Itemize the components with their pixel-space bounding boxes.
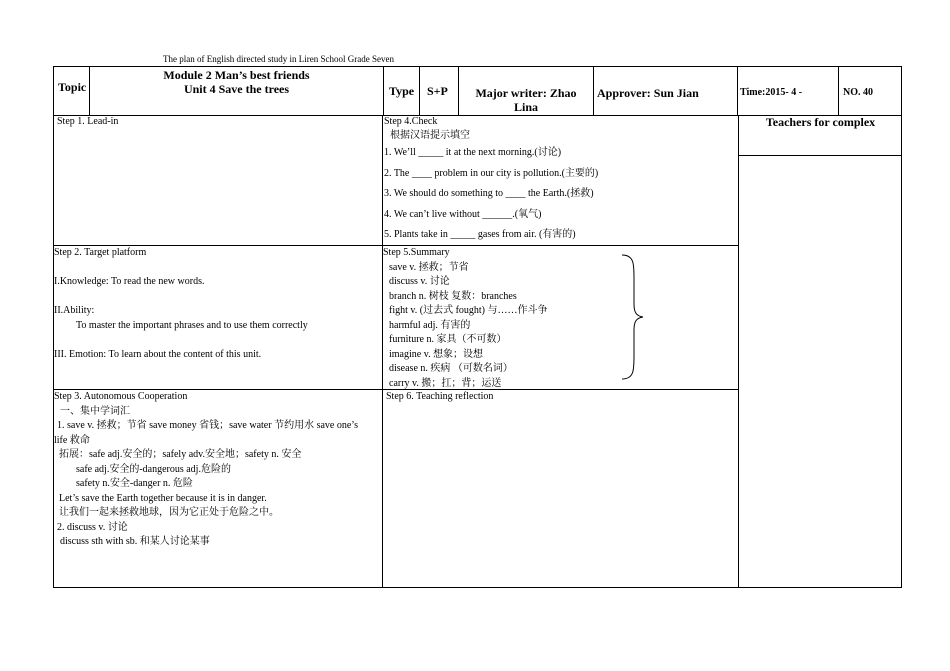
check-item: 3. We should do something to ____ the Earth.(拯救) bbox=[384, 188, 594, 199]
check-item: 1. We’ll _____ it at the next morning.(讨论) bbox=[384, 147, 562, 158]
vocab-line: safe adj.安全的-dangerous adj.危险的 bbox=[76, 463, 231, 475]
teachers-title-divider bbox=[739, 155, 902, 156]
summary-item: branch n. 树枝 复数：branches bbox=[389, 290, 517, 302]
document-caption: The plan of English directed study in Liren School Grade Seven bbox=[163, 54, 394, 64]
knowledge-objective: I.Knowledge: To read the new words. bbox=[54, 276, 205, 287]
step4-title: Step 4.Check bbox=[384, 116, 438, 127]
topic-title bbox=[90, 68, 383, 96]
module-title: Module 2 Man’s best friends bbox=[163, 68, 310, 82]
step4-section bbox=[384, 115, 598, 246]
check-item: 2. The ____ problem in our city is pollution.(主要的) bbox=[384, 167, 599, 179]
ability-label: II.Ability: bbox=[54, 305, 95, 316]
vocab-line: discuss sth with sb. 和某人讨论某事 bbox=[60, 536, 210, 547]
step2-title: Step 2. Target platform bbox=[54, 247, 147, 258]
summary-item: harmful adj. 有害的 bbox=[389, 319, 471, 331]
header-col-divider bbox=[419, 66, 420, 115]
emotion-objective: III. Emotion: To learn about the content of this unit. bbox=[54, 348, 262, 360]
vocabulary-heading: 一、集中学词汇 bbox=[60, 405, 130, 417]
step1-title: Step 1. Lead-in bbox=[57, 116, 119, 127]
header-col-divider bbox=[383, 66, 384, 115]
approver: Approver: Sun Jian bbox=[597, 86, 699, 100]
summary-item: fight v. (过去式 fought) 与……作斗争 bbox=[389, 305, 548, 316]
vocab-line: Let’s save the Earth together because it is in danger. bbox=[59, 492, 267, 504]
vocab-line: 2. discuss v. 讨论 bbox=[57, 521, 128, 533]
vocab-line: 拓展：safe adj.安全的；safely adv.安全地；safety n. 安全 bbox=[59, 449, 302, 460]
step3-title: Step 3. Autonomous Cooperation bbox=[54, 391, 188, 402]
check-item: 5. Plants take in _____ gases from air. (有害的) bbox=[384, 229, 576, 240]
step2-section bbox=[54, 246, 308, 362]
check-item: 4. We can’t live without ______.(氧气) bbox=[384, 208, 542, 220]
step4-instruction: 根据汉语提示填空 bbox=[390, 130, 470, 141]
vocab-line: 让我们一起来拯救地球，因为它正处于危险之中。 bbox=[59, 507, 279, 518]
major-writer-line2: Lina bbox=[513, 100, 538, 114]
major-writer-line1: Major writer: Zhao bbox=[475, 86, 577, 100]
step5-section bbox=[383, 246, 548, 391]
vocab-line: life 救命 bbox=[54, 434, 90, 446]
step3-section bbox=[54, 390, 358, 550]
summary-item: discuss v. 讨论 bbox=[389, 276, 450, 287]
step6-title: Step 6. Teaching reflection bbox=[386, 391, 494, 402]
topic-label: Topic bbox=[58, 80, 87, 94]
summary-brace bbox=[618, 252, 648, 382]
teachers-title: Teachers for complex bbox=[765, 115, 876, 129]
summary-item: disease n. 疾病 （可数名词） bbox=[389, 363, 513, 374]
summary-item: furniture n. 家具（不可数） bbox=[389, 334, 507, 345]
summary-item: save v. 拯救；节省 bbox=[389, 261, 469, 273]
vocab-line: safety n.安全-danger n. 危险 bbox=[76, 478, 193, 489]
step5-title: Step 5.Summary bbox=[383, 247, 450, 258]
ability-objective: To master the important phrases and to use them correctly bbox=[76, 319, 308, 331]
header-col-divider bbox=[737, 66, 738, 115]
type-label: Type bbox=[389, 84, 415, 98]
summary-item: carry v. 搬；扛；背；运送 bbox=[389, 377, 502, 389]
body-col-divider bbox=[738, 115, 739, 588]
vocab-line: 1. save v. 拯救；节省 save money 省钱；save water 节约用水 save one’s bbox=[57, 420, 358, 431]
unit-title: Unit 4 Save the trees bbox=[183, 82, 290, 96]
major-writer bbox=[459, 86, 593, 114]
time-field: Time:2015- 4 - bbox=[740, 87, 803, 98]
header-col-divider bbox=[593, 66, 594, 115]
type-value: S+P bbox=[427, 84, 448, 98]
summary-item: imagine v. 想象；设想 bbox=[389, 348, 484, 360]
document-number: NO. 40 bbox=[843, 87, 873, 98]
header-col-divider bbox=[838, 66, 839, 115]
